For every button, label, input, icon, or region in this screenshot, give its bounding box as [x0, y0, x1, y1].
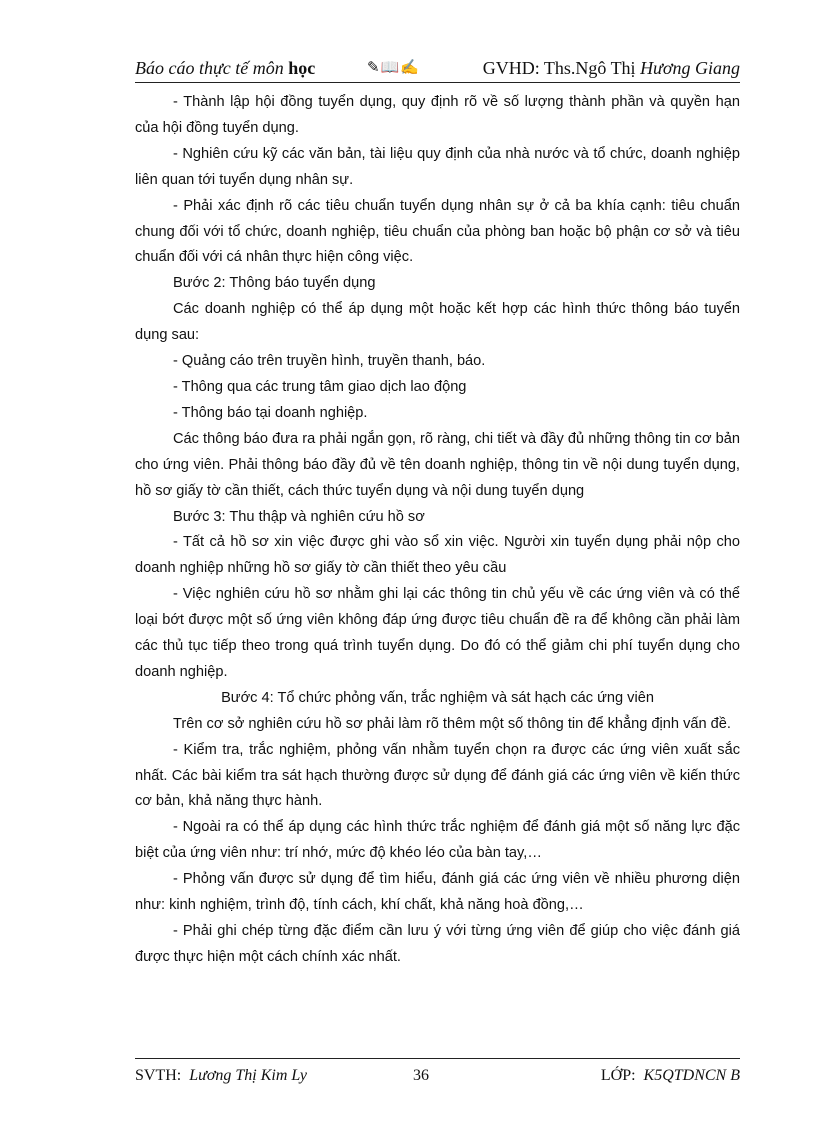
list-item: - Thông báo tại doanh nghiệp. [173, 404, 368, 421]
list-item: - Thông qua các trung tâm giao dịch lao động [173, 378, 467, 395]
paragraph: Các doanh nghiệp có thể áp dụng một hoặc kết hợp các hình thức thông báo tuyển dụng sau: [135, 301, 740, 344]
page-header [135, 56, 740, 83]
paragraph: Trên cơ sở nghiên cứu hồ sơ phải làm rõ thêm một số thông tin để khẳng định vấn đề. [173, 715, 731, 732]
page-footer [135, 1058, 740, 1087]
header-ornament-icon: ✎📖✍ [367, 60, 420, 76]
header-course-prefix: Báo cáo thực tế môn [135, 58, 284, 78]
step-heading: Bước 3: Thu thập và nghiên cứu hồ sơ [173, 508, 425, 525]
paragraph: - Thành lập hội đồng tuyển dụng, quy định rõ về số lượng thành phần và quyền hạn của hội đồng tuyển dụng. [135, 94, 740, 136]
header-advisor-prefix: GVHD: Ths.Ngô Thị [482, 58, 636, 78]
paragraph: - Phỏng vấn được sử dụng để tìm hiểu, đánh giá các ứng viên về nhiều phương diện như: kinh nghiệm, trình độ, tính cách, khí chất, khả năng hoà đồng,… [135, 871, 740, 914]
header-advisor-name: Hương Giang [640, 58, 740, 78]
step-heading: Bước 4: Tổ chức phỏng vấn, trắc nghiệm và sát hạch các ứng viên [221, 689, 654, 706]
paragraph: - Nghiên cứu kỹ các văn bản, tài liệu quy định của nhà nước và tổ chức, doanh nghiệp liên quan tới tuyển dụng nhân sự. [135, 145, 740, 188]
step-heading: Bước 2: Thông báo tuyển dụng [173, 275, 376, 292]
footer-class-name: K5QTDNCN B [643, 1067, 740, 1084]
document-body [135, 90, 740, 971]
footer-student [135, 1067, 307, 1085]
header-advisor [483, 58, 740, 79]
paragraph: Các thông báo đưa ra phải ngắn gọn, rõ ràng, chi tiết và đầy đủ những thông tin cơ bản cho ứng viên. Phải thông báo đầy đủ về tên doanh nghiệp, thông tin về nội dung tuyển dụng, hồ sơ giấy tờ cần thiết, cách thức tuyển dụng và nội dung tuyển dụng [135, 430, 740, 499]
footer-class [601, 1067, 740, 1085]
header-course-title [135, 58, 315, 79]
footer-student-name: Lương Thị Kim Ly [189, 1067, 307, 1084]
header-course-bold: học [288, 58, 316, 78]
footer-student-label: SVTH: [135, 1067, 182, 1084]
paragraph: - Tất cả hồ sơ xin việc được ghi vào sổ xin việc. Người xin tuyển dụng phải nộp cho doanh nghiệp những hồ sơ giấy tờ cần thiết theo yêu cầu [135, 534, 740, 577]
paragraph: - Ngoài ra có thể áp dụng các hình thức trắc nghiệm để đánh giá một số năng lực đặc biệt của ứng viên như: trí nhớ, mức độ khéo léo của bàn tay,… [135, 819, 740, 862]
paragraph: - Kiểm tra, trắc nghiệm, phỏng vấn nhằm tuyển chọn ra được các ứng viên xuất sắc nhất. Các bài kiểm tra sát hạch thường được sử dụng để đánh giá các ứng viên về kiến thức cơ bản, khả năng thực hành. [135, 741, 740, 810]
paragraph: - Việc nghiên cứu hồ sơ nhằm ghi lại các thông tin chủ yếu về các ứng viên và có thể loại bớt được một số ứng viên không đáp ứng được tiêu chuẩn đề ra để không cần phải làm các thủ tục tiếp theo trong quá trình tuyển dụng. Do đó có thể giảm chi phí tuyển dụng cho doanh nghiệp. [135, 586, 740, 680]
list-item: - Quảng cáo trên truyền hình, truyền thanh, báo. [173, 353, 486, 370]
page-number: 36 [413, 1067, 429, 1084]
footer-class-label: LỚP: [600, 1067, 636, 1084]
paragraph: - Phải ghi chép từng đặc điểm cần lưu ý với từng ứng viên để giúp cho việc đánh giá được thực hiện một cách chính xác nhất. [135, 923, 740, 965]
paragraph: - Phải xác định rõ các tiêu chuẩn tuyển dụng nhân sự ở cả ba khía cạnh: tiêu chuẩn chung đối với tổ chức, doanh nghiệp, tiêu chuẩn của phòng ban hoặc bộ phận cơ sở và tiêu chuẩn đối với cá nhân thực hiện công việc. [135, 197, 740, 266]
